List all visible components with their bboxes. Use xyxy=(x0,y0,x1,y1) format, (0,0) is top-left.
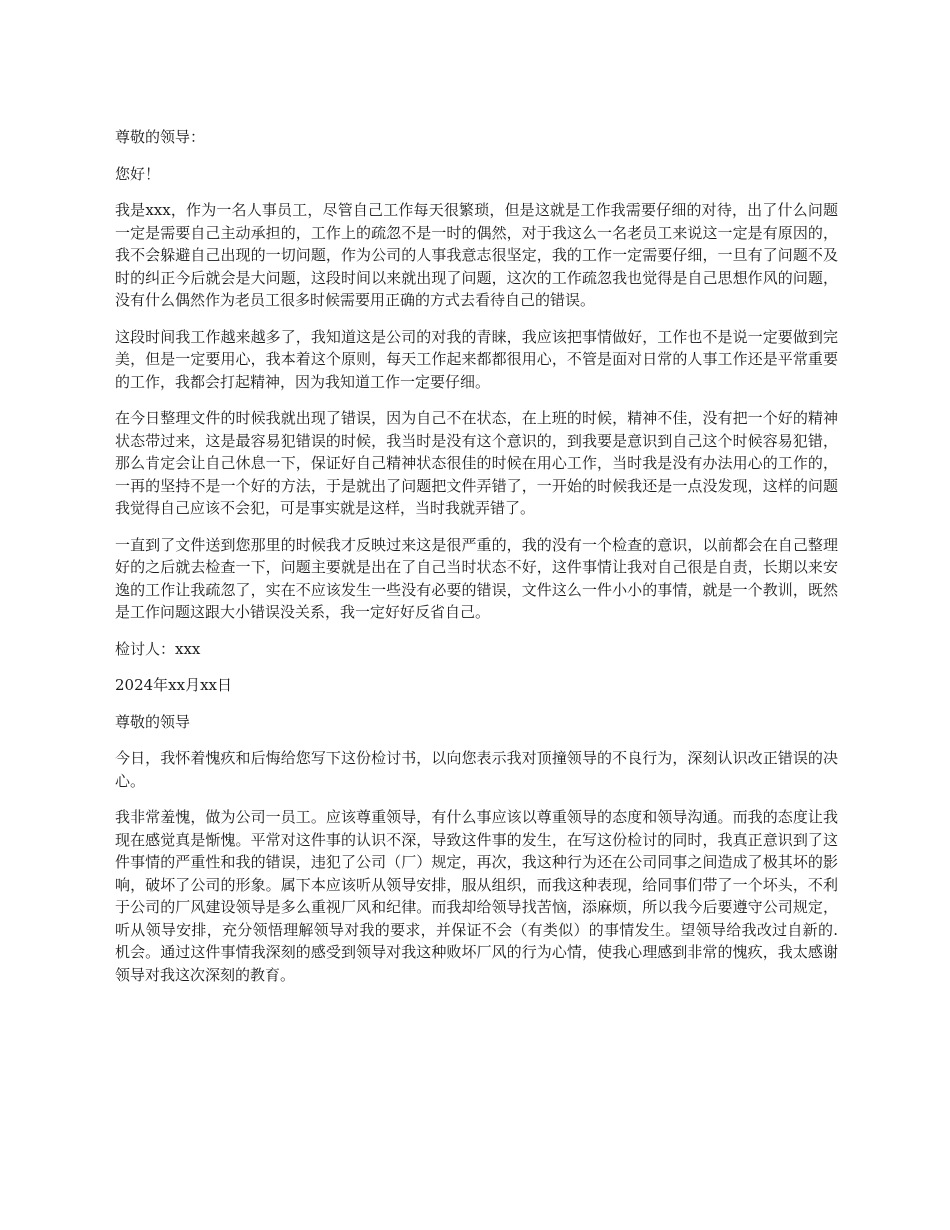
salutation: 尊敬的领导： xyxy=(115,128,206,146)
greeting: 您好！ xyxy=(115,164,161,183)
body-paragraph: 一直到了文件送到您那里的时候我才反映过来这是很严重的，我的没有一个检查的意识，以前都会在自己整理好的之后就去检查一下，问题主要就是出在了自己当时状态不好，这件事情让我对自己很是自责，长期以来安逸的工作让我疏忽了，实在不应该发生一些没有必要的错误，文件这么一件小小的事情，就是一个教训，既然是工作问题这跟大小错误没关系，我一定好好反省自己。 xyxy=(115,535,838,621)
body-paragraph: 这段时间我工作越来越多了，我知道这是公司的对我的青睐，我应该把事情做好，工作也不是说一定要做到完美，但是一定要用心，我本着这个原则，每天工作起来都都很用心，不管是面对日常的人事工作还是平常重要的工作，我都会打起精神，因为我知道工作一定要仔细。 xyxy=(115,327,838,391)
body-paragraph: 我是xxx，作为一名人事员工，尽管自己工作每天很繁琐，但是这就是工作我需要仔细的对待，出了什么问题一定是需要自己主动承担的，工作上的疏忽不是一时的偶然，对于我这么一名老员工来说这一定是有原因的，我不会躲避自己出现的一切问题，作为公司的人事我意志很坚定，我的工作一定需要仔细，一旦有了问题不及时的纠正今后就会是大问题，这段时间以来就出现了问题，这次的工作疏忽我也觉得是自己思想作风的问题，没有什么偶然作为老员工很多时候需要用正确的方式去看待自己的错误。 xyxy=(115,201,838,309)
document-page xyxy=(115,126,838,1000)
date: 2024年xx月xx日 xyxy=(115,676,233,694)
signature: 检讨人：xxx xyxy=(115,639,201,658)
body-paragraph: 我非常羞愧，做为公司一员工。应该尊重领导，有什么事应该以尊重领导的态度和领导沟通。而我的态度让我现在感觉真是惭愧。平常对这件事的认识不深，导致这件事的发生，在写这份检讨的同时，我真正意识到了这件事情的严重性和我的错误，违犯了公司（厂）规定，再次，我这种行为还在公司同事之间造成了极其坏的影响，破坏了公司的形象。属下本应该听从领导安排，服从组织，而我这种表现，给同事们带了一个坏头，不利于公司的厂风建设领导是多么重视厂风和纪律。而我却给领导找苦恼，添麻烦，所以我今后要遵守公司规定，听从领导安排，充分领悟理解领导对我的要求，并保证不会（有类似）的事情发生。望领导给我改过自新的.机会。通过这件事情我深刻的感受到领导对我这种败坏厂风的行为心情，使我心理感到非常的愧疚，我太感谢领导对我这次深刻的教育。 xyxy=(115,808,838,984)
body-paragraph: 今日，我怀着愧疚和后悔给您写下这份检讨书，以向您表示我对顶撞领导的不良行为，深刻认识改正错误的决心。 xyxy=(115,749,838,790)
body-paragraph: 在今日整理文件的时候我就出现了错误，因为自己不在状态，在上班的时候，精神不佳，没有把一个好的精神状态带过来，这是最容易犯错误的时候，我当时是没有这个意识的，到我要是意识到自己这个时候容易犯错，那么肯定会让自己休息一下，保证好自己精神状态很佳的时候在用心工作，当时我是没有办法用心的工作的，一再的坚持不是一个好的方法，于是就出了问题把文件弄错了，一开始的时候我还是一点没发现，这样的问题我觉得自己应该不会犯，可是事实就是这样，当时我就弄错了。 xyxy=(115,409,838,517)
salutation-second-letter: 尊敬的领导 xyxy=(115,712,191,731)
